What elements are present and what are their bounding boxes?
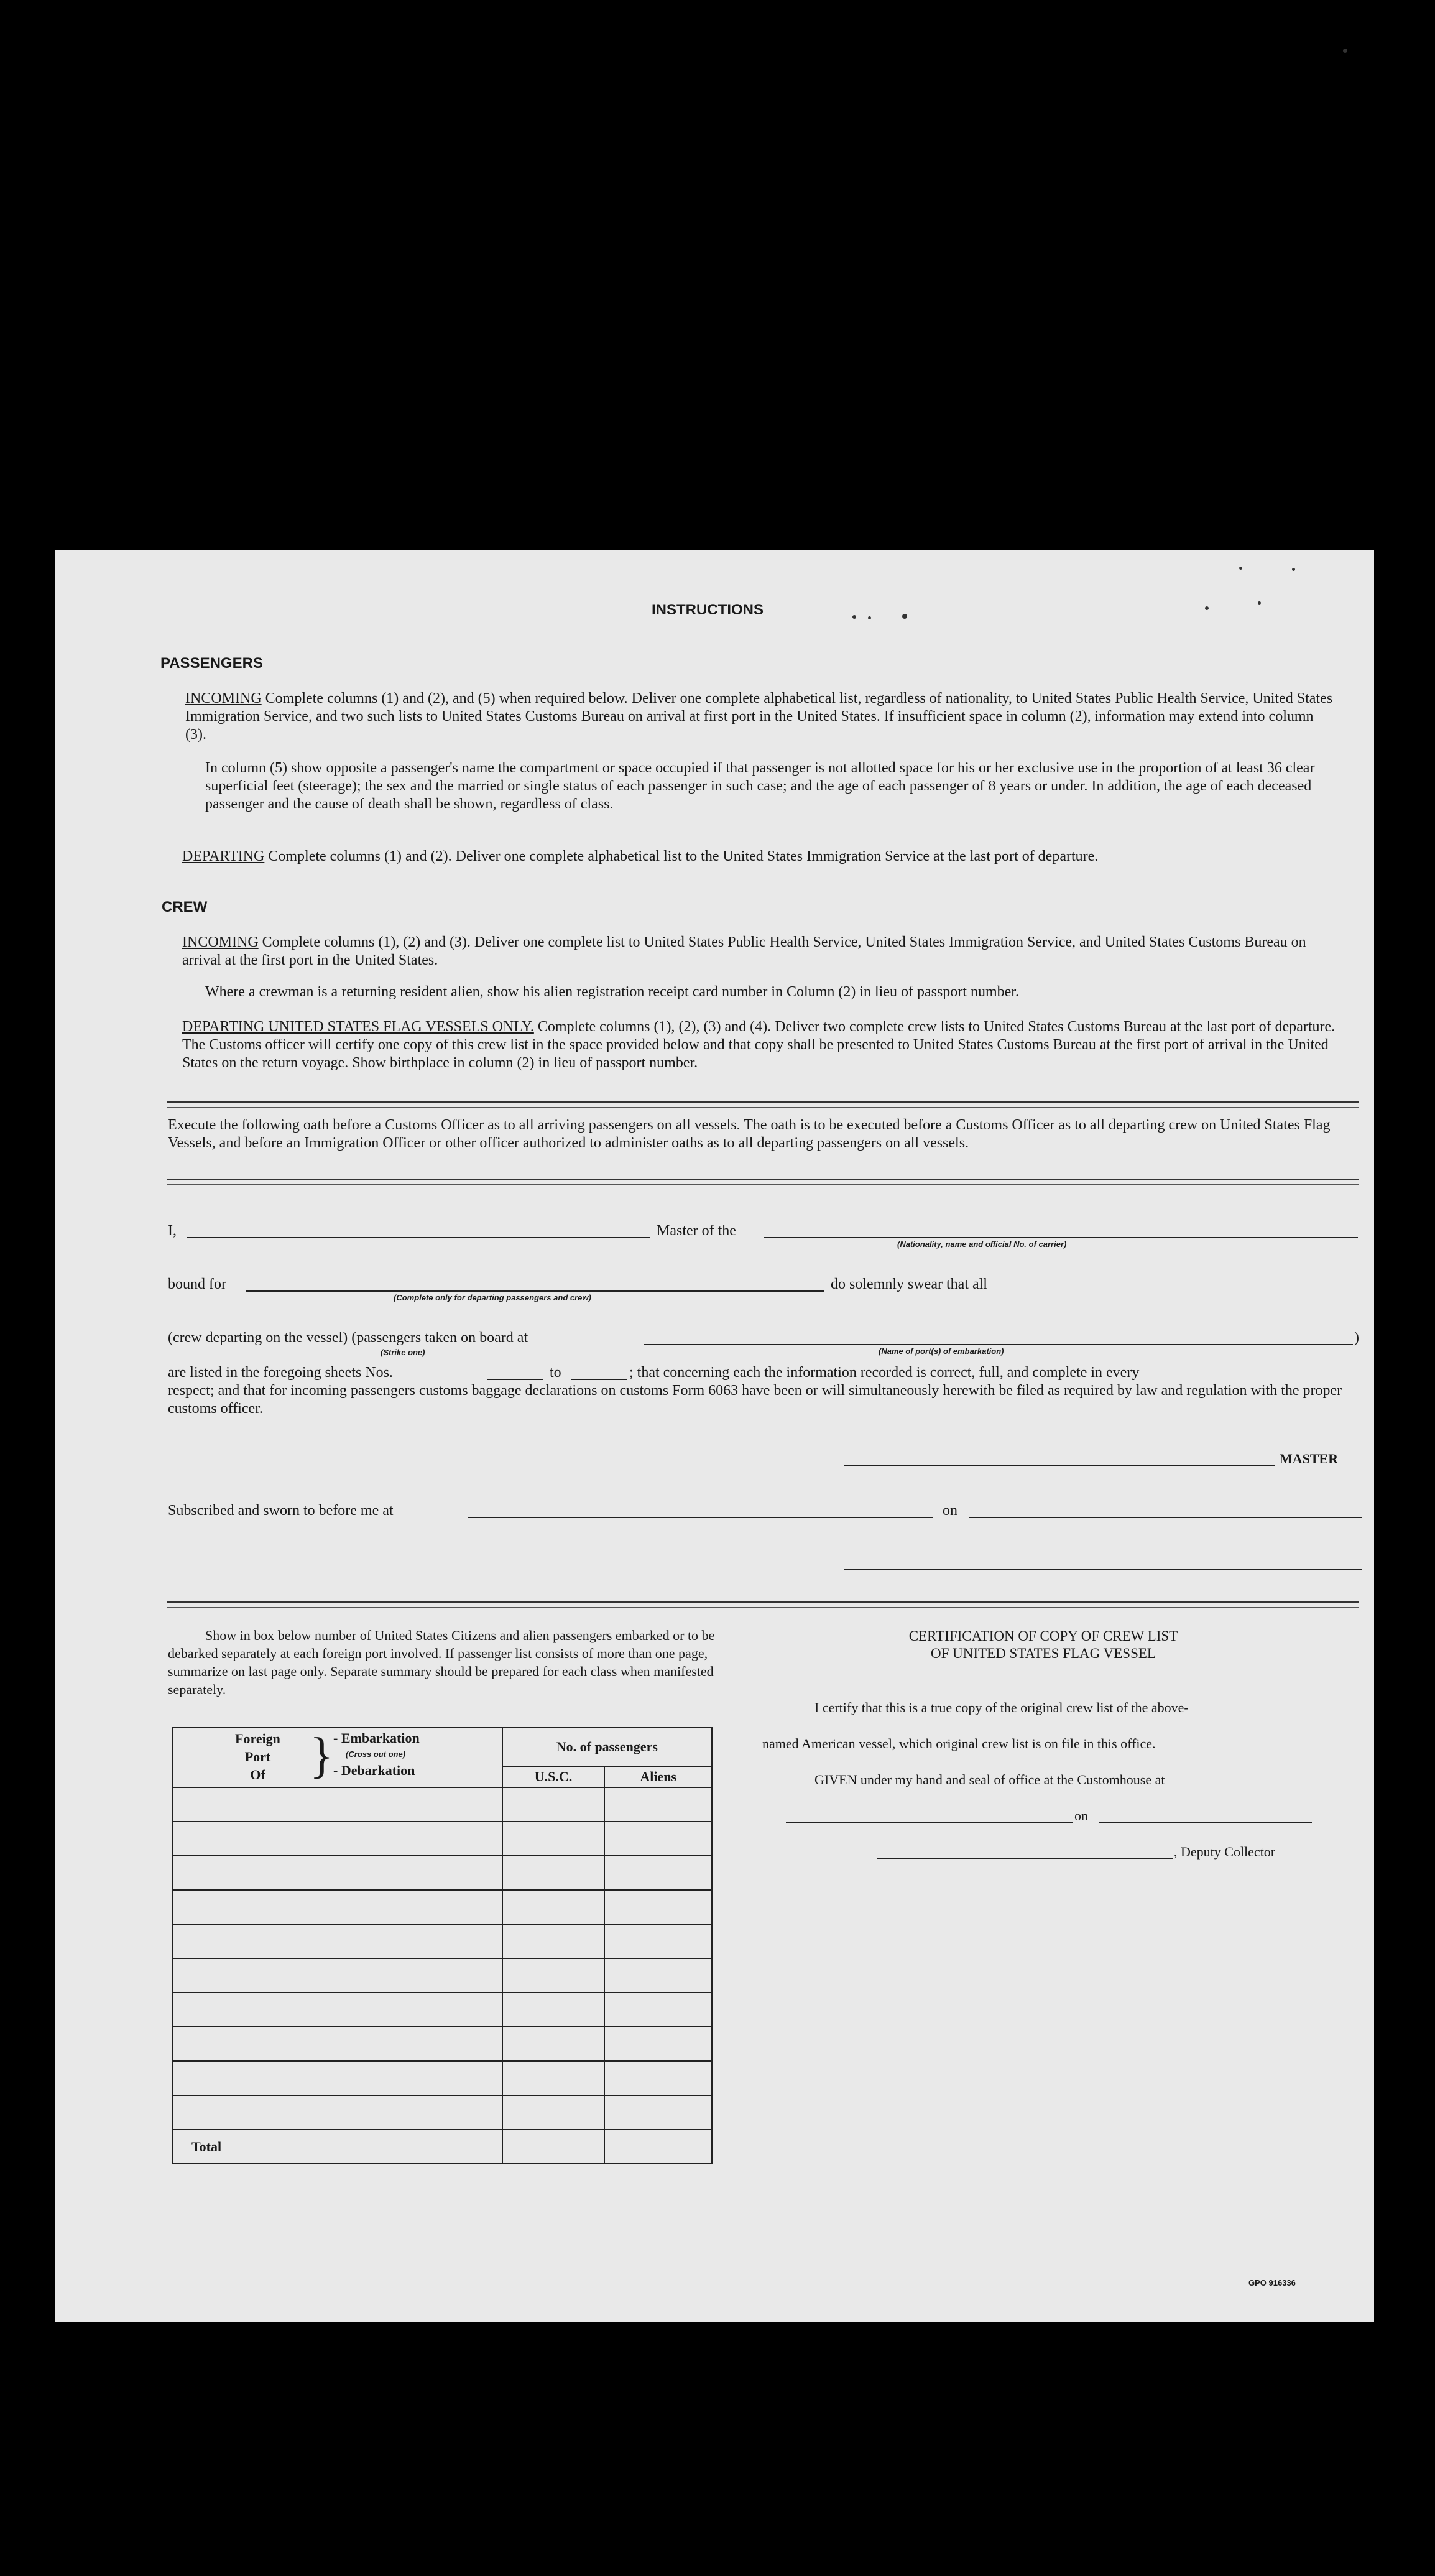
crew-departing-choice: (crew departing on the vessel) (passengers taken on board at: [168, 1330, 528, 1346]
port-cell[interactable]: [172, 1958, 502, 1993]
embarkation-label: - Embarkation: [333, 1730, 420, 1746]
total-row: [172, 2129, 712, 2164]
crew-departing: [182, 1018, 1337, 1072]
crew-incoming: [182, 934, 1337, 970]
nationality-note: (Nationality, name and official No. of carrier): [897, 1239, 1067, 1249]
strike-note: (Strike one): [381, 1348, 425, 1357]
table-row: [172, 1993, 712, 2027]
crew-resident-note: Where a crewman is a returning resident alien, show his alien registration receipt card number in Column (2) in lieu of passport number.: [205, 984, 1019, 1000]
passengers-departing-text: Complete columns (1) and (2). Deliver one complete alphabetical list to the United States Immigration Service at the last port of departure.: [264, 848, 1099, 864]
divider: [167, 1601, 1359, 1608]
usc-cell[interactable]: [502, 2027, 605, 2061]
usc-cell[interactable]: [502, 1890, 605, 1924]
port-cell[interactable]: [172, 1890, 502, 1924]
embarkation-port-field[interactable]: [644, 1344, 1353, 1345]
scan-speck: [1239, 567, 1242, 570]
port-cell[interactable]: [172, 1822, 502, 1856]
certification-on-label: on: [1074, 1808, 1088, 1823]
usc-cell[interactable]: [502, 1924, 605, 1958]
table-row: [172, 2061, 712, 2095]
cross-out-note: (Cross out one): [346, 1749, 406, 1759]
total-label: Total: [172, 2129, 502, 2164]
listed-to: to: [550, 1364, 561, 1381]
no-of-passengers-header: No. of passengers: [502, 1728, 712, 1766]
port-cell[interactable]: [172, 1787, 502, 1822]
certification-line-3: GIVEN under my hand and seal of office at the Customhouse at: [814, 1772, 1165, 1787]
crew-departing-label: DEPARTING UNITED STATES FLAG VESSELS ONLY.: [182, 1019, 534, 1035]
passenger-summary-table: [172, 1727, 713, 2164]
brace-icon: }: [310, 1728, 334, 1783]
sworn-place-field[interactable]: [468, 1517, 933, 1518]
passengers-incoming: [185, 690, 1337, 744]
certification-heading-line2: OF UNITED STATES FLAG VESSEL: [931, 1646, 1156, 1661]
foreign-port-header: [172, 1728, 502, 1787]
table-row: [172, 1890, 712, 1924]
passengers-column5-note: In column (5) show opposite a passenger's name the compartment or space occupied if that passenger is not allotted space for his or her exclusive use in the proportion of at least 36 clear superficial feet (steerage); the sex and the married or single status of each passenger in such case; and the age of each passenger of 8 years or under. In addition, the age of each deceased passenger and the cause of death shall be shown, regardless of class.: [205, 760, 1315, 812]
deputy-collector-signature-field[interactable]: [877, 1858, 1173, 1859]
aliens-cell[interactable]: [604, 1958, 712, 1993]
oath-intro: Execute the following oath before a Customs Officer as to all arriving passengers on all vessels. The oath is to be executed before a Customs Officer as to all departing crew on United States Flag Vessels, and before an Immigration Officer or other officer authorized to administer oaths as to all departing passengers on all vessels.: [168, 1117, 1331, 1151]
table-row: [172, 1958, 712, 1993]
port-cell[interactable]: [172, 1993, 502, 2027]
aliens-cell[interactable]: [604, 1924, 712, 1958]
aliens-cell[interactable]: [604, 1993, 712, 2027]
subscribed-label: Subscribed and sworn to before me at: [168, 1503, 394, 1519]
usc-cell[interactable]: [502, 2095, 605, 2129]
table-row: [172, 2095, 712, 2129]
crew-heading: CREW: [162, 899, 208, 915]
crew-incoming-text: Complete columns (1), (2) and (3). Deliver one complete list to United States Public Health Service, United States Immigration Service, and United States Customs Bureau on arrival at the first port in the United States.: [182, 934, 1306, 968]
usc-cell[interactable]: [502, 1993, 605, 2027]
scan-speck: [868, 616, 871, 619]
master-name-field[interactable]: [187, 1237, 650, 1238]
usc-cell[interactable]: [502, 1787, 605, 1822]
port-cell[interactable]: [172, 1924, 502, 1958]
sheet-from-field[interactable]: [487, 1379, 543, 1380]
scan-speck: [1205, 606, 1209, 610]
bound-for-label: bound for: [168, 1276, 226, 1292]
listed-text-c: respect; and that for incoming passengers customs baggage declarations on customs Form 6063 have been or will simultaneously herewith be filed as required by law and regulation with the proper customs officer.: [168, 1383, 1342, 1417]
of-label: Of: [250, 1767, 265, 1782]
instructions-title: INSTRUCTIONS: [652, 601, 764, 618]
aliens-cell[interactable]: [604, 1822, 712, 1856]
aliens-cell[interactable]: [604, 2095, 712, 2129]
bound-for-field[interactable]: [246, 1290, 824, 1292]
master-of-the-label: Master of the: [657, 1223, 736, 1239]
table-row: [172, 2027, 712, 2061]
aliens-cell[interactable]: [604, 1856, 712, 1890]
debarkation-label: - Debarkation: [333, 1763, 415, 1778]
bound-for-note: (Complete only for departing passengers and crew): [394, 1293, 591, 1302]
table-row: [172, 1787, 712, 1822]
deputy-collector-label: , Deputy Collector: [1174, 1844, 1276, 1860]
aliens-header: Aliens: [604, 1766, 712, 1787]
aliens-cell[interactable]: [604, 1890, 712, 1924]
passengers-incoming-label: INCOMING: [185, 690, 262, 707]
divider: [167, 1101, 1359, 1108]
port-cell[interactable]: [172, 2027, 502, 2061]
usc-cell[interactable]: [502, 1958, 605, 1993]
aliens-cell[interactable]: [604, 2061, 712, 2095]
usc-cell[interactable]: [502, 1822, 605, 1856]
aliens-total-cell[interactable]: [604, 2129, 712, 2164]
port-cell[interactable]: [172, 2095, 502, 2129]
gpo-code: GPO 916336: [1248, 2278, 1296, 2287]
port-note: (Name of port(s) of embarkation): [879, 1346, 1004, 1356]
scan-speck: [1292, 568, 1295, 571]
foreign-label: Foreign: [235, 1731, 280, 1746]
carrier-field[interactable]: [764, 1237, 1358, 1238]
table-row: [172, 1856, 712, 1890]
listed-text-b: ; that concerning each the information recorded is correct, full, and complete in every: [629, 1364, 1140, 1381]
master-label: MASTER: [1280, 1451, 1339, 1466]
scan-speck: [852, 615, 856, 619]
divider: [167, 1179, 1359, 1185]
certification-heading-line1: CERTIFICATION OF COPY OF CREW LIST: [908, 1628, 1178, 1644]
passengers-departing: [182, 848, 1337, 866]
table-row: [172, 1924, 712, 1958]
swear-text: do solemnly swear that all: [831, 1276, 987, 1292]
summary-instructions: Show in box below number of United States Citizens and alien passengers embarked or to be debarked separately at each foreign port involved. If passenger list consists of more than one page, summarize on last page only. Separate summary should be prepared for each class when manifested separately.: [168, 1628, 715, 1697]
aliens-cell[interactable]: [604, 1787, 712, 1822]
close-paren: ): [1354, 1330, 1359, 1346]
table-row: [172, 1822, 712, 1856]
officer-signature-field[interactable]: [844, 1569, 1362, 1570]
usc-cell[interactable]: [502, 1856, 605, 1890]
usc-total-cell[interactable]: [502, 2129, 605, 2164]
certification-date-field[interactable]: [1099, 1822, 1312, 1823]
oath-i-label: I,: [168, 1223, 177, 1239]
passengers-heading: PASSENGERS: [160, 655, 263, 672]
port-cell[interactable]: [172, 1856, 502, 1890]
scan-speck: [1258, 601, 1261, 605]
port-label: Port: [244, 1749, 271, 1764]
sheet-to-field[interactable]: [571, 1379, 627, 1380]
usc-cell[interactable]: [502, 2061, 605, 2095]
scan-speck: [1343, 49, 1347, 53]
form-page: [55, 550, 1374, 2322]
master-signature-field[interactable]: [844, 1465, 1275, 1466]
certification-line-2: named American vessel, which original crew list is on file in this office.: [762, 1736, 1156, 1751]
port-cell[interactable]: [172, 2061, 502, 2095]
certification-heading: [764, 1628, 1323, 1662]
sworn-date-field[interactable]: [969, 1517, 1362, 1518]
usc-header: U.S.C.: [502, 1766, 605, 1787]
sworn-on-label: on: [943, 1503, 957, 1519]
listed-text-a: are listed in the foregoing sheets Nos.: [168, 1364, 393, 1381]
crew-incoming-label: INCOMING: [182, 934, 259, 950]
passengers-incoming-text: Complete columns (1) and (2), and (5) when required below. Deliver one complete alphabetical list, regardless of nationality, to United States Public Health Service, United States Immigration Service, and two such lists to United States Customs Bureau on arrival at first port in the United States. If insufficient space in column (2), information may extend into column (3).: [185, 690, 1333, 743]
passengers-departing-label: DEPARTING: [182, 848, 265, 864]
aliens-cell[interactable]: [604, 2027, 712, 2061]
scan-speck: [902, 614, 907, 619]
certification-line-1: I certify that this is a true copy of the original crew list of the above-: [814, 1700, 1189, 1715]
crew-departing-text: Complete columns (1), (2), (3) and (4). Deliver two complete crew lists to United States Customs Bureau at the last port of departure. The Customs officer will certify one copy of this crew list in the space provided below and that copy shall be presented to United States Customs Bureau at the first port of arrival in the United States on the return voyage. Show birthplace in column (2) in lieu of passport number.: [182, 1019, 1336, 1071]
customhouse-field[interactable]: [786, 1822, 1073, 1823]
